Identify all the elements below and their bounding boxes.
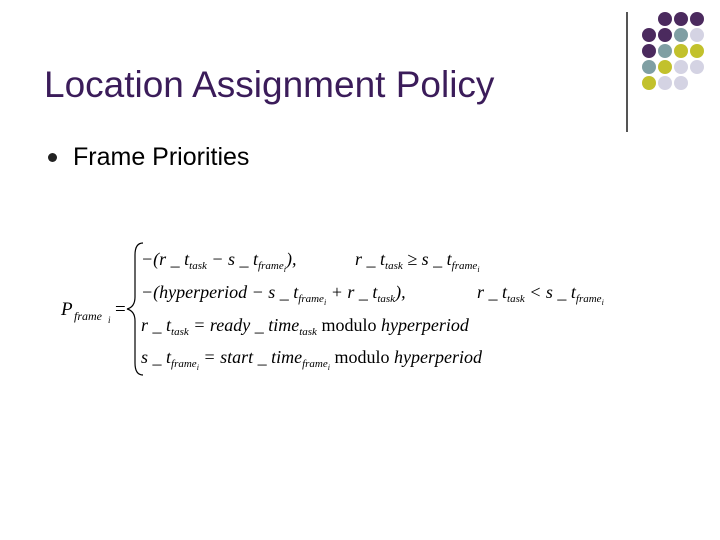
- bullet-item: [48, 143, 249, 172]
- svg-text:−(hyperperiod − s _ tframei +: −(hyperperiod − s _ $t_{frame}i + r$ _ $t_{task}$),: [141, 282, 406, 307]
- decorative-dot: [658, 12, 672, 26]
- decorative-dot: [658, 44, 672, 58]
- decorative-dot: [674, 28, 688, 42]
- bullet-text: Frame Priorities: [73, 143, 250, 171]
- slide-title: Location Assignment Policy: [44, 64, 495, 105]
- decorative-dot: [690, 60, 704, 74]
- decorative-dot: [658, 76, 672, 90]
- decorative-dot: [690, 28, 704, 42]
- svg-text:−(r _ ttask − s _ tframei),: −(r _ $t_{task} - s$ _ $t_{frame}i$),: [141, 249, 297, 274]
- decorative-divider-line: [626, 12, 628, 132]
- decorative-dot: [658, 28, 672, 42]
- formula-equals: =: [115, 299, 126, 320]
- formula-lhs: P: [61, 299, 73, 320]
- priority-formula: [55, 235, 645, 385]
- formula-row-2: [141, 282, 604, 307]
- decorative-dot: [674, 76, 688, 90]
- decorative-dot: [642, 60, 656, 74]
- formula-row-1: [141, 249, 480, 274]
- svg-text:s _ tframei = start _ timefram: s _ $t_{frame}i$ = start _ time$_{frame}$i modulo hyperperiod: [141, 347, 482, 372]
- decorative-dot: [642, 76, 656, 90]
- decorative-dot: [674, 12, 688, 26]
- formula-row-4: [141, 347, 483, 372]
- svg-text:r _ ttask < s _ tframei: r _ $t_{task} < s$ _ $t_{frame}i$: [477, 282, 604, 307]
- decorative-dot: [658, 60, 672, 74]
- svg-text:r _ ttask ≥ s _ tframei: r _ $t_{task} \ge s$ _ $t_{frame}i$: [355, 249, 480, 274]
- decorative-dot: [674, 44, 688, 58]
- decorative-dot: [690, 44, 704, 58]
- decorative-dot: [642, 44, 656, 58]
- formula-row-3: [141, 315, 470, 338]
- svg-text:r _ ttask = ready _ timetask m: r _ $t_{task}$ = ready _ time$_{task}$ modulo hyperperiod: [141, 315, 469, 338]
- decorative-dot: [674, 60, 688, 74]
- decorative-dot: [642, 28, 656, 42]
- formula-lhs-sub: frame: [74, 309, 102, 323]
- formula-lhs-subsub: i: [108, 315, 111, 325]
- bullet-dot-icon: [48, 153, 57, 162]
- decorative-dot: [690, 12, 704, 26]
